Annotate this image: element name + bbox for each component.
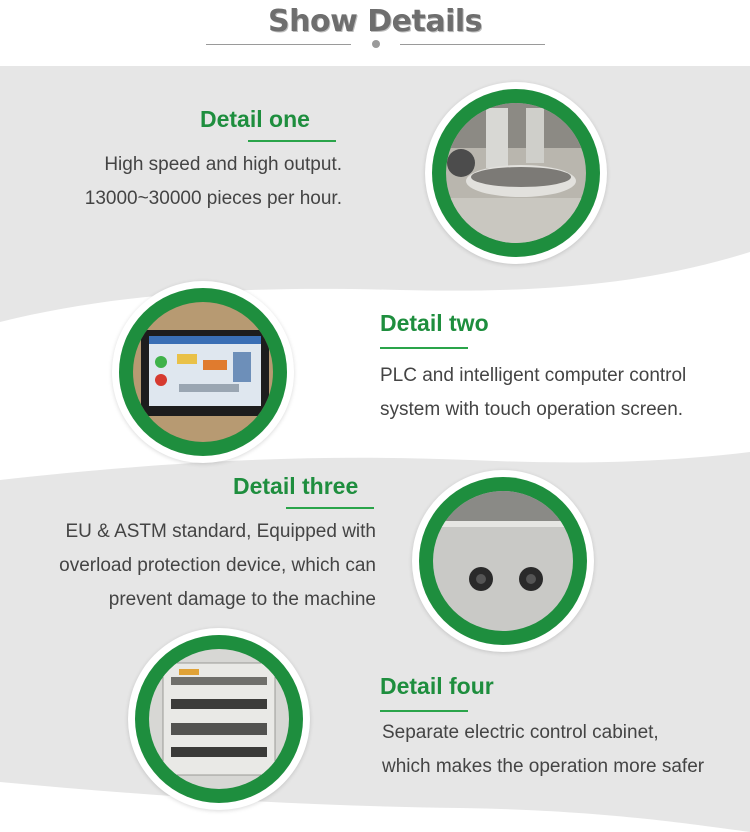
detail-three-line: prevent damage to the machine	[108, 589, 376, 610]
detail-two-line: PLC and intelligent computer control	[380, 365, 687, 386]
detail-two-line: system with touch operation screen.	[380, 399, 684, 420]
detail-three-underline	[286, 507, 374, 509]
detail-four-title: Detail four	[380, 673, 494, 699]
detail-one-title: Detail one	[200, 106, 310, 132]
touch-screen-image	[133, 302, 273, 442]
detail-four-underline	[380, 710, 468, 712]
detail-four-text	[382, 716, 704, 784]
detail-two-title: Detail two	[380, 310, 489, 336]
detail-three-photo-frame	[412, 470, 594, 652]
detail-three-line: overload protection device, which can	[59, 555, 376, 576]
detail-three-text	[20, 515, 376, 617]
detail-two-photo-frame	[112, 281, 294, 463]
detail-four-line: which makes the operation more safer	[382, 756, 705, 777]
title-divider-right	[400, 44, 545, 45]
control-knobs-image	[433, 491, 573, 631]
detail-four-photo-frame	[128, 628, 310, 810]
detail-one-photo-frame	[425, 82, 607, 264]
detail-one-photo	[446, 103, 586, 243]
detail-one-line: High speed and high output.	[104, 154, 342, 175]
detail-one-line: 13000~30000 pieces per hour.	[84, 188, 342, 209]
detail-one-underline	[248, 140, 336, 142]
title-divider-dot	[372, 40, 380, 48]
detail-three-photo	[433, 491, 573, 631]
detail-two-underline	[380, 347, 468, 349]
detail-four-photo	[149, 649, 289, 789]
detail-two-photo	[133, 302, 273, 442]
header	[0, 0, 750, 66]
electric-cabinet-image	[149, 649, 289, 789]
title-divider-left	[206, 44, 351, 45]
detail-one-text	[60, 148, 342, 216]
detail-two-text	[380, 359, 686, 427]
detail-three-line: EU & ASTM standard, Equipped with	[65, 521, 376, 542]
detail-four-line: Separate electric control cabinet,	[382, 722, 659, 743]
tablet-press-image	[446, 103, 586, 243]
section-title: Show Details	[268, 4, 482, 39]
detail-three-title: Detail three	[233, 473, 359, 499]
